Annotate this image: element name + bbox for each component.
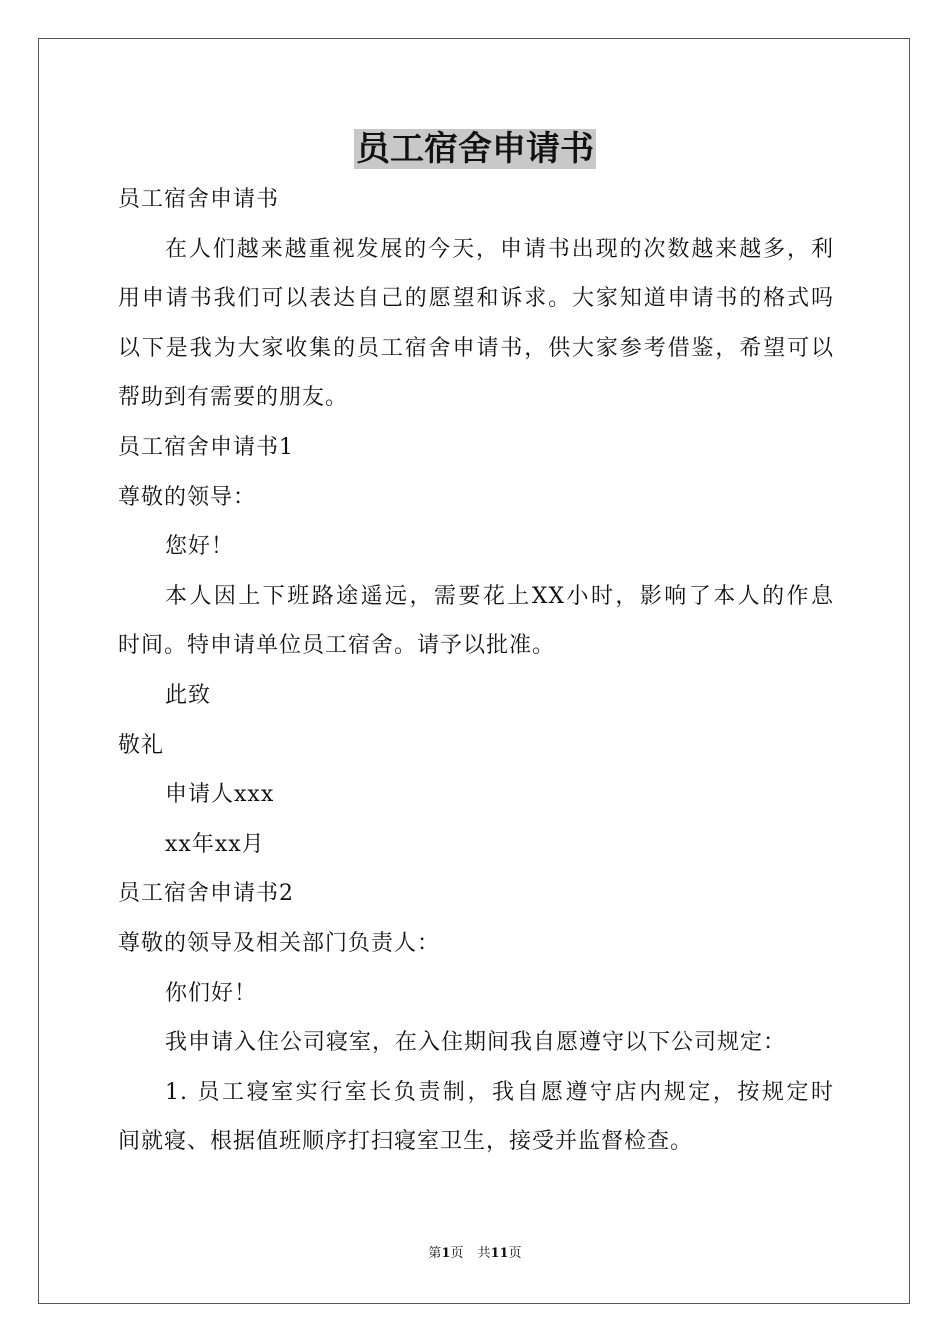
document-title: [0, 127, 950, 171]
paragraph-line: 用申请书我们可以表达自己的愿望和诉求。大家知道申请书的格式吗: [118, 286, 834, 312]
paragraph-line: 帮助到有需要的朋友。: [118, 385, 349, 411]
page-label-prefix: 第: [428, 1246, 442, 1261]
rule-item-line: 1. 员工寝室实行室长负责制，我自愿遵守店内规定，按规定时: [165, 1079, 834, 1105]
closing-line: 敬礼: [118, 732, 165, 758]
total-label-suffix: 页: [508, 1246, 522, 1261]
title-highlight: 员工宿舍申请书: [356, 129, 594, 169]
applicant-line: 申请人xxx: [165, 782, 275, 808]
paragraph-line: 时间。特申请单位员工宿舍。请予以批准。: [118, 633, 556, 659]
page-number: 1: [441, 1246, 451, 1261]
page-total: 11: [490, 1246, 509, 1261]
closing-line: 此致: [165, 682, 212, 708]
document-body: [118, 175, 834, 1167]
section-heading: 员工宿舍申请书1: [118, 434, 294, 460]
greeting: 您好！: [165, 534, 235, 560]
page-label-suffix: 页: [450, 1246, 464, 1261]
date-line: xx年xx月: [165, 831, 265, 857]
paragraph-line: 我申请入住公司寝室，在入住期间我自愿遵守以下公司规定：: [165, 1030, 787, 1056]
paragraph-line: 以下是我为大家收集的员工宿舍申请书，供大家参考借鉴，希望可以: [118, 335, 834, 361]
paragraph-line: 员工宿舍申请书: [118, 187, 280, 212]
paragraph-line: 本人因上下班路途遥远，需要花上XX小时，影响了本人的作息: [165, 583, 834, 609]
page-footer: [0, 1245, 950, 1263]
salutation: 尊敬的领导：: [118, 484, 257, 510]
paragraph-line: 在人们越来越重视发展的今天，申请书出现的次数越来越多，利: [165, 236, 834, 262]
salutation: 尊敬的领导及相关部门负责人：: [118, 930, 441, 956]
greeting: 你们好！: [165, 980, 258, 1006]
rule-item-line: 间就寝、根据值班顺序打扫寝室卫生，接受并监督检查。: [118, 1129, 694, 1155]
total-label-prefix: 共: [477, 1246, 491, 1261]
section-heading: 员工宿舍申请书2: [118, 881, 294, 907]
